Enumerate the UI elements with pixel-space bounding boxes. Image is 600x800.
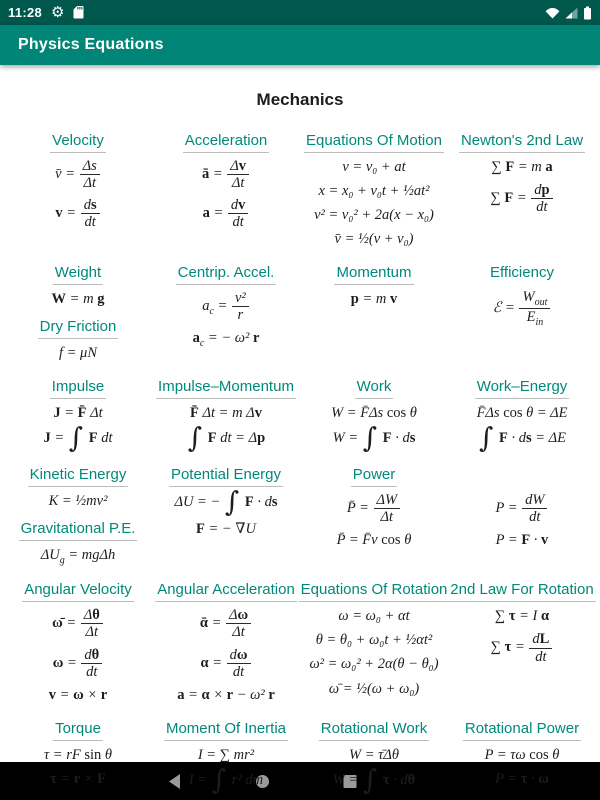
equation: a = α × r − ω² r [177,687,275,704]
equation: ℰ = $\frac{W_{out}}{E_{in}}$ [493,289,552,328]
equation-cell [4,264,152,365]
group-work-energy [475,378,570,453]
equation: τ = rF sin θ [43,746,113,763]
group-title-angular-velocity[interactable]: Angular Velocity [22,581,134,602]
equation: ω = ω₀ + αt [338,608,410,625]
equation: τ = r × F [49,771,107,788]
equation-cell [152,378,300,453]
group-title-rotational-work[interactable]: Rotational Work [319,720,429,741]
equation-cell [448,720,596,795]
equation: K = ½mv² [48,492,108,509]
group-velocity [50,132,106,234]
equation: p = m v [350,291,398,307]
equation: v = v₀ + at [342,158,406,175]
equation: v̄ = ½(v + v₀) [334,231,414,248]
equation: v = ω × r [48,687,108,704]
equation: P = τ · ω [495,771,549,788]
equation: ∫ F · ds = ΔE [478,421,567,454]
group-momentum [334,264,413,311]
app-title: Physics Equations [18,36,164,53]
group-title-kinetic-energy[interactable]: Kinetic Energy [28,466,129,487]
status-time: 11:28 [8,5,43,20]
group-power-instantaneous [496,466,549,553]
group-title-velocity[interactable]: Velocity [50,132,106,153]
group-impulse-momentum [156,378,296,453]
equation: v̄ = $\frac{\Delta s}{\Delta t}$ [55,158,101,191]
equation: I = ∫ r² dm [188,764,264,797]
equation-cell [448,264,596,365]
group-centrip-accel [176,264,277,352]
group-title-newton-s-2nd-law[interactable]: Newton's 2nd Law [459,132,585,153]
group-weight [52,264,105,311]
equation: P = $\frac{dW}{dt}$ [496,492,549,525]
equation: J = ∫ F dt [43,421,113,454]
group-title-efficiency[interactable]: Efficiency [490,264,554,282]
group-newton-s-2nd-law [459,132,585,218]
equation-cell [152,466,300,569]
equation: ∫ F dt = Δp [187,421,266,454]
group-title-weight[interactable]: Weight [53,264,103,285]
group-gravitational-p-e [19,520,138,569]
group-kinetic-energy [28,466,129,513]
group-title-dry-friction[interactable]: Dry Friction [38,318,119,339]
equation: P = F · v [495,532,549,549]
group-potential-energy [169,466,283,541]
equation-cell [448,378,596,453]
equation: W = ∫ F · ds [332,421,416,454]
equation: ω̄ = ½(ω + ω₀) [328,680,420,697]
equation: $\Delta U_g = mg\Delta h$ [40,546,116,566]
equation: $a_c$ = − ω² r [192,330,260,350]
group-title-equations-of-motion[interactable]: Equations Of Motion [304,132,444,153]
equation-cell [300,581,448,707]
equation: a = $\frac{dv}{dt}$ [203,197,250,230]
group-impulse [43,378,112,453]
equation-cell [152,581,300,707]
equation-cell [448,466,596,569]
equation-cell [4,378,152,453]
status-bar [0,0,600,25]
section-heading: Mechanics [256,90,344,109]
group-moment-of-inertia [164,720,288,795]
group-2nd-law-for-rotation [448,581,595,667]
group-rotational-work [319,720,429,795]
group-title-moment-of-inertia[interactable]: Moment Of Inertia [164,720,288,741]
equation: F = − ∇U [196,520,256,537]
equation: $a_c$ = $\frac{\text{v²}}{r}$ [202,290,250,323]
equation: f = μN [58,344,97,361]
group-work [331,378,417,453]
group-title-acceleration[interactable]: Acceleration [183,132,270,153]
group-efficiency [488,264,556,331]
equation-cell [4,581,152,707]
equation-cell [448,132,596,251]
group-title-potential-energy[interactable]: Potential Energy [169,466,283,487]
equation: F̄Δs cos θ = ΔE [476,404,568,421]
equation: ω² = ω₀² + 2α(θ − θ₀) [309,656,439,673]
equation: ᾱ = $\frac{\Delta\omega}{\Delta t}$ [200,607,252,640]
sd-card-icon [74,6,84,19]
equation: P̄ = F̄v cos θ [336,532,412,549]
group-angular-velocity [22,581,134,707]
equation: α = $\frac{d\omega}{dt}$ [201,647,252,680]
content-area[interactable] [0,65,600,797]
equation: W = ∫ τ · dθ [332,764,416,797]
equation: ΔU = − ∫ F · ds [174,485,278,518]
equation-cell [448,581,596,707]
group-acceleration [183,132,270,234]
group-title-angular-acceleration[interactable]: Angular Acceleration [155,581,297,602]
equation-cell [152,720,300,795]
group-title-impulse[interactable]: Impulse [50,378,107,399]
equation-cell [4,466,152,569]
equation-cell [300,132,448,251]
equation: v = $\frac{ds}{dt}$ [55,197,100,230]
group-title-work[interactable]: Work [355,378,394,399]
equation: ∑ F = $\frac{dp}{dt}$ [490,182,553,215]
group-title-work-energy[interactable]: Work–Energy [475,378,570,399]
battery-icon [583,6,592,20]
group-title-gravitational-p-e[interactable]: Gravitational P.E. [19,520,138,541]
group-title-torque[interactable]: Torque [53,720,103,741]
equation-cell [300,466,448,569]
group-title-rotational-power[interactable]: Rotational Power [463,720,581,741]
equation-cell [300,378,448,453]
equation-cell [4,720,152,795]
group-power [337,466,412,552]
settings-gear-icon: ⚙ [51,3,65,21]
group-title-momentum[interactable]: Momentum [334,264,413,285]
group-title-power[interactable]: Power [351,466,398,487]
group-torque [44,720,112,791]
group-dry-friction [38,318,119,365]
equation: ω̄ = $\frac{\Delta\theta}{\Delta t}$ [52,607,104,640]
group-title-equations-of-rotation[interactable]: Equations Of Rotation [299,581,450,602]
equation: W = m g [51,291,105,307]
equation: ∑ τ = $\frac{dL}{dt}$ [491,631,554,664]
equation-cell [300,264,448,365]
app-bar [0,25,600,65]
equation-cell [300,720,448,795]
group-title-2nd-law-for-rotation[interactable]: 2nd Law For Rotation [448,581,595,602]
equation-cell [4,132,152,251]
group-title-impulse-momentum[interactable]: Impulse–Momentum [156,378,296,399]
equation: ω = $\frac{d\theta}{dt}$ [53,647,103,680]
cell-signal-icon [565,7,578,19]
equation: W = τ̄Δθ [349,746,399,763]
equation: ∑ F = m a [491,158,553,175]
equation-cell [152,132,300,251]
equation: P = τω cos θ [484,746,560,763]
equation: ∑ τ = I α [494,608,550,625]
equation: J = F̄ Δt [53,404,103,421]
group-angular-acceleration [155,581,297,707]
group-equations-of-motion [304,132,444,251]
group-title-centrip-accel[interactable]: Centrip. Accel. [176,264,277,285]
equation: P̄ = $\frac{\Delta W}{\Delta t}$ [347,492,401,525]
group-rotational-power [463,720,581,791]
equation: x = x₀ + v₀t + ½at² [318,182,430,199]
equation-cell [152,264,300,365]
equation: ā = $\frac{\Delta v}{\Delta t}$ [202,158,250,191]
group-equations-of-rotation [299,581,450,700]
equations-grid [0,132,600,795]
equation: F̄ Δt = m Δv [190,404,262,421]
equation: W = F̄Δs cos θ [331,404,417,421]
equation: θ = θ₀ + ω₀t + ½αt² [315,632,433,649]
wifi-icon [545,7,560,19]
equation: v² = v₀² + 2a(x − x₀) [314,207,434,223]
equation: I = ∑ mr² [197,746,255,763]
